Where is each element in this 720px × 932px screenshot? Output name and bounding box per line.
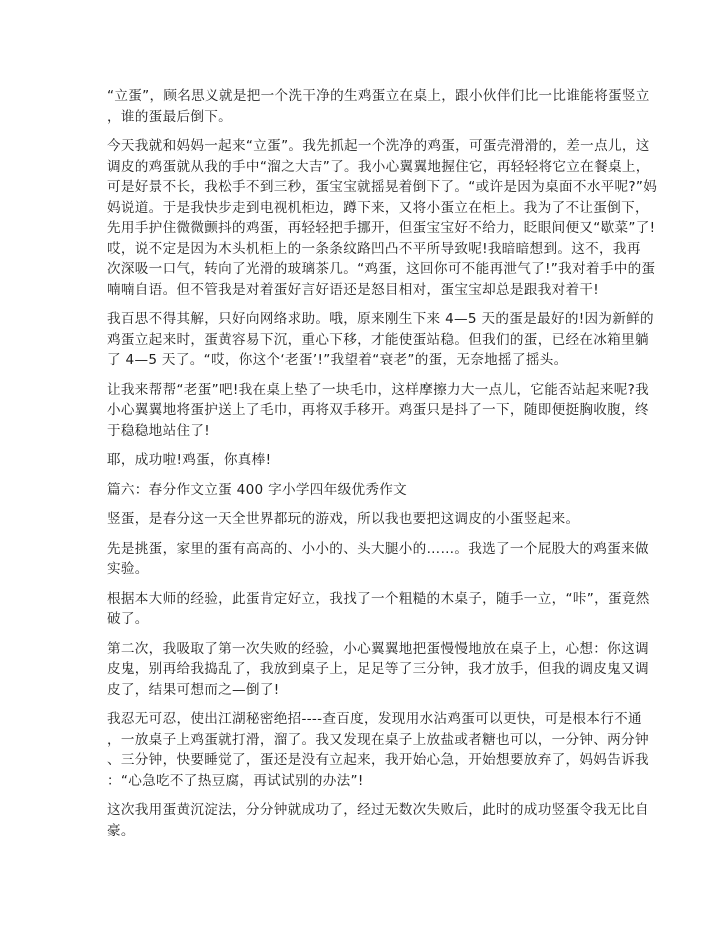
text-line: ，谁的蛋最后倒下。: [107, 108, 233, 125]
text-line: 妈说道。于是我快步走到电视机柜边，蹲下来，又将小蛋立在柜上。我为了不让蛋倒下，: [107, 199, 649, 216]
paragraph: [107, 800, 647, 841]
paragraph: [107, 509, 647, 530]
paragraph: [107, 136, 658, 300]
text-line: 第二次，我吸取了第一次失败的经验，小心翼翼地把蛋慢慢地放在桌子上，心想：你这调: [107, 640, 649, 657]
text-line: 皮了，结果可想而之—倒了!: [107, 681, 280, 698]
text-line: 皮鬼，别再给我捣乱了，我放到桌子上，足足等了三分钟，我才放手，但我的调皮鬼又调: [107, 661, 649, 677]
paragraph: [107, 86, 650, 127]
text-line: 小心翼翼地将蛋护送上了毛巾，再将双手移开。鸡蛋只是抖了一下，随即便挺胸收腹，终: [107, 402, 649, 418]
text-line: 先是挑蛋，家里的蛋有高高的、小小的、头大腿小的……。我选了一个屁股大的鸡蛋来做: [107, 540, 649, 557]
paragraph: [107, 539, 647, 580]
text-line: 哎，说不定是因为木头机柜上的一条条纹路凹凸不平所导致呢!我暗暗想到。这不，我再: [107, 240, 641, 257]
text-line: 先用手护住微微颤抖的鸡蛋，再轻轻把手挪开，但蛋宝宝好不给力，眨眼间便又“歇菜”了!: [107, 220, 656, 236]
text-line: 竖蛋，是春分这一天全世界都玩的游戏，所以我也要把这调皮的小蛋竖起来。: [107, 511, 580, 527]
text-line: 破了。: [107, 611, 149, 627]
text-line: ：“心急吃不了热豆腐，再试试别的办法”!: [107, 772, 364, 789]
text-line: 鸡蛋立起来时，蛋黄容易下沉，重心下移，才能使蛋站稳。但我们的蛋，已经在冰箱里躺: [107, 331, 649, 348]
text-line: 调皮的鸡蛋就从我的手中“溜之大吉”了。我小心翼翼地握住它，再轻轻将它立在餐桌上，: [107, 158, 650, 175]
text-line: 实验。: [107, 561, 149, 577]
text-line: 我百思不得其解，只好向网络求助。哦，原来刚生下来 4—5 天的蛋是最好的!因为新鲜的: [107, 311, 654, 327]
text-line: 根据本大师的经验，此蛋肯定好立，我找了一个粗糙的木桌子，随手一立，“咔”，蛋竟然: [107, 590, 650, 607]
paragraph: [107, 639, 647, 701]
text-line: 耶，成功啦!鸡蛋，你真棒!: [107, 452, 272, 468]
text-line: 次深吸一口气，转向了光滑的玻璃茶几。“鸡蛋，这回你可不能再泄气了!”我对着手中的蛋: [107, 261, 656, 277]
document-body: [107, 86, 658, 850]
paragraph: [107, 709, 647, 791]
text-line: 、三分钟，快要睡觉了，蛋还是没有立起来，我开始心急，开始想要放弃了，妈妈告诉我: [107, 752, 649, 768]
section-heading: [107, 480, 647, 501]
paragraph: [107, 309, 654, 371]
text-line: 于稳稳地站住了!: [107, 422, 211, 439]
text-line: 喃喃自语。但不管我是对着蛋好言好语还是怒目相对，蛋宝宝却总是跟我对着干!: [107, 281, 600, 298]
text-line: ，一放桌子上鸡蛋就打滑，溜了。我又发现在桌子上放盐或者糖也可以，一分钟、两分钟: [107, 731, 649, 748]
paragraph: [107, 589, 650, 630]
text-line: 豪。: [107, 822, 135, 839]
text-line: 可是好景不长，我松手不到三秒，蛋宝宝就摇晃着倒下了。“或许是因为桌面不水平呢?”妈: [107, 179, 658, 195]
text-line: 让我来帮帮“老蛋”吧!我在桌上垫了一块毛巾，这样摩擦力大一点儿，它能否站起来呢?我: [107, 381, 650, 398]
text-line: 我忍无可忍，使出江湖秘密绝招----查百度，发现用水沾鸡蛋可以更快，可是根本行不通: [107, 711, 642, 727]
text-line: “立蛋”，顾名思义就是把一个洗干净的生鸡蛋立在桌上，跟小伙伴们比一比谁能将蛋竖立: [107, 88, 650, 104]
text-line: 今天我就和妈妈一起来“立蛋”。我先抓起一个洗净的鸡蛋，可蛋壳滑滑的，差一点儿，这: [107, 138, 650, 154]
paragraph: [107, 450, 647, 471]
text-line: 这次我用蛋黄沉淀法，分分钟就成功了，经过无数次失败后，此时的成功竖蛋令我无比自: [107, 802, 649, 818]
paragraph: [107, 380, 650, 442]
text-line: 了 4—5 天了。“哎，你这个‘老蛋’!”我望着“衰老”的蛋，无奈地摇了摇头。: [107, 352, 568, 368]
text-line: 篇六：春分作文立蛋 400 字小学四年级优秀作文: [107, 481, 408, 498]
